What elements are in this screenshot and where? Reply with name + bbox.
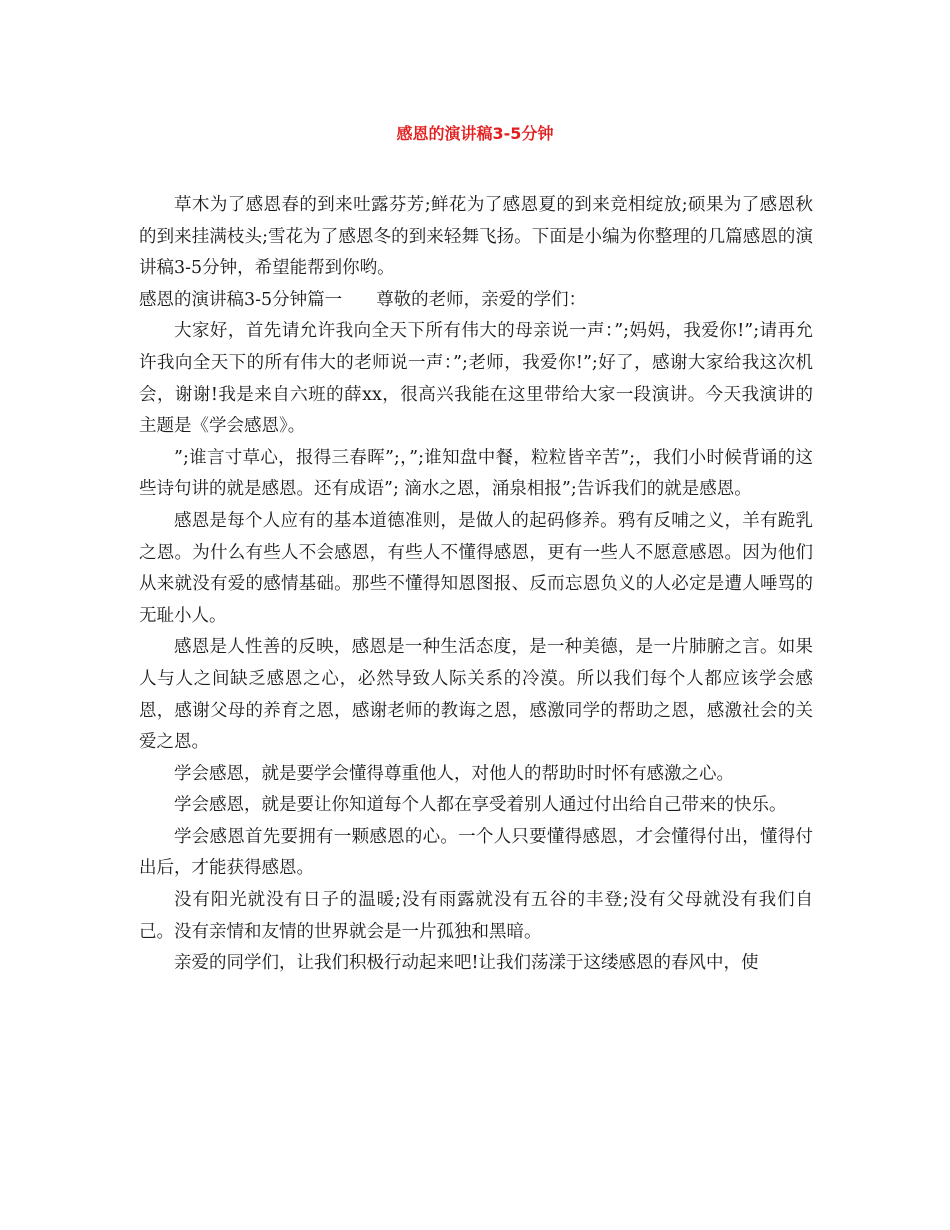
page-title: 感恩的演讲稿3-5分钟 bbox=[396, 124, 554, 143]
document-body bbox=[139, 190, 813, 980]
body-paragraph: 没有阳光就没有日子的温暖;没有雨露就没有五谷的丰登;没有父母就没有我们自己。没有亲情和友情的世界就会是一片孤独和黑暗。 bbox=[139, 890, 813, 942]
body-paragraph: 学会感恩，就是要让你知道每个人都在享受着别人通过付出给自己带来的快乐。 bbox=[174, 795, 787, 816]
body-paragraph: 亲爱的同学们，让我们积极行动起来吧!让我们荡漾于这缕感恩的春风中，使 bbox=[174, 953, 759, 974]
body-paragraph: 学会感恩，就是要学会懂得尊重他人，对他人的帮助时时怀有感激之心。 bbox=[174, 763, 734, 784]
body-paragraph: 学会感恩首先要拥有一颗感恩的心。一个人只要懂得感恩，才会懂得付出，懂得付出后，才能获得感恩。 bbox=[139, 826, 813, 879]
body-paragraph: 感恩是每个人应有的基本道德准则，是做人的起码修养。鸦有反哺之义，羊有跪乳之恩。为什么有些人不会感恩，有些人不懂得感恩，更有一些人不愿意感恩。因为他们从来就没有爱的感情基础。那些不懂得知恩图报、反而忘恩负义的人必定是遭人唾骂的无耻小人。 bbox=[139, 510, 813, 626]
body-paragraph: ”;谁言寸草心，报得三春晖”;，”;谁知盘中餐，粒粒皆辛苦”;，我们小时候背诵的这些诗句讲的就是感恩。还有成语”; 滴水之恩，涌泉相报”;告诉我们的就是感恩。 bbox=[139, 447, 813, 500]
body-paragraph: 大家好，首先请允许我向全天下所有伟大的母亲说一声：”;妈妈，我爱你!”;请再允许我向全天下的所有伟大的老师说一声：”;老师，我爱你!”;好了，感谢大家给我这次机会，谢谢!我是来自六班的薛xx，很高兴我能在这里带给大家一段演讲。今天我演讲的主题是《学会感恩》。 bbox=[139, 321, 813, 437]
salutation: 尊敬的老师，亲爱的学们： bbox=[376, 289, 587, 310]
section-heading-line bbox=[139, 285, 813, 317]
intro-paragraph: 草木为了感恩春的到来吐露芬芳;鲜花为了感恩夏的到来竞相绽放;硕果为了感恩秋的到来挂满枝头;雪花为了感恩冬的到来轻舞飞扬。下面是小编为你整理的几篇感恩的演讲稿3-5分钟，希望能帮到你哟。 bbox=[139, 195, 813, 279]
section-heading: 感恩的演讲稿3-5分钟篇一 bbox=[139, 289, 343, 310]
body-paragraph: 感恩是人性善的反映，感恩是一种生活态度，是一种美德，是一片肺腑之言。如果人与人之间缺乏感恩之心，必然导致人际关系的冷漠。所以我们每个人都应该学会感恩，感谢父母的养育之恩，感谢老师的教诲之恩，感激同学的帮助之恩，感激社会的关爱之恩。 bbox=[139, 637, 813, 753]
